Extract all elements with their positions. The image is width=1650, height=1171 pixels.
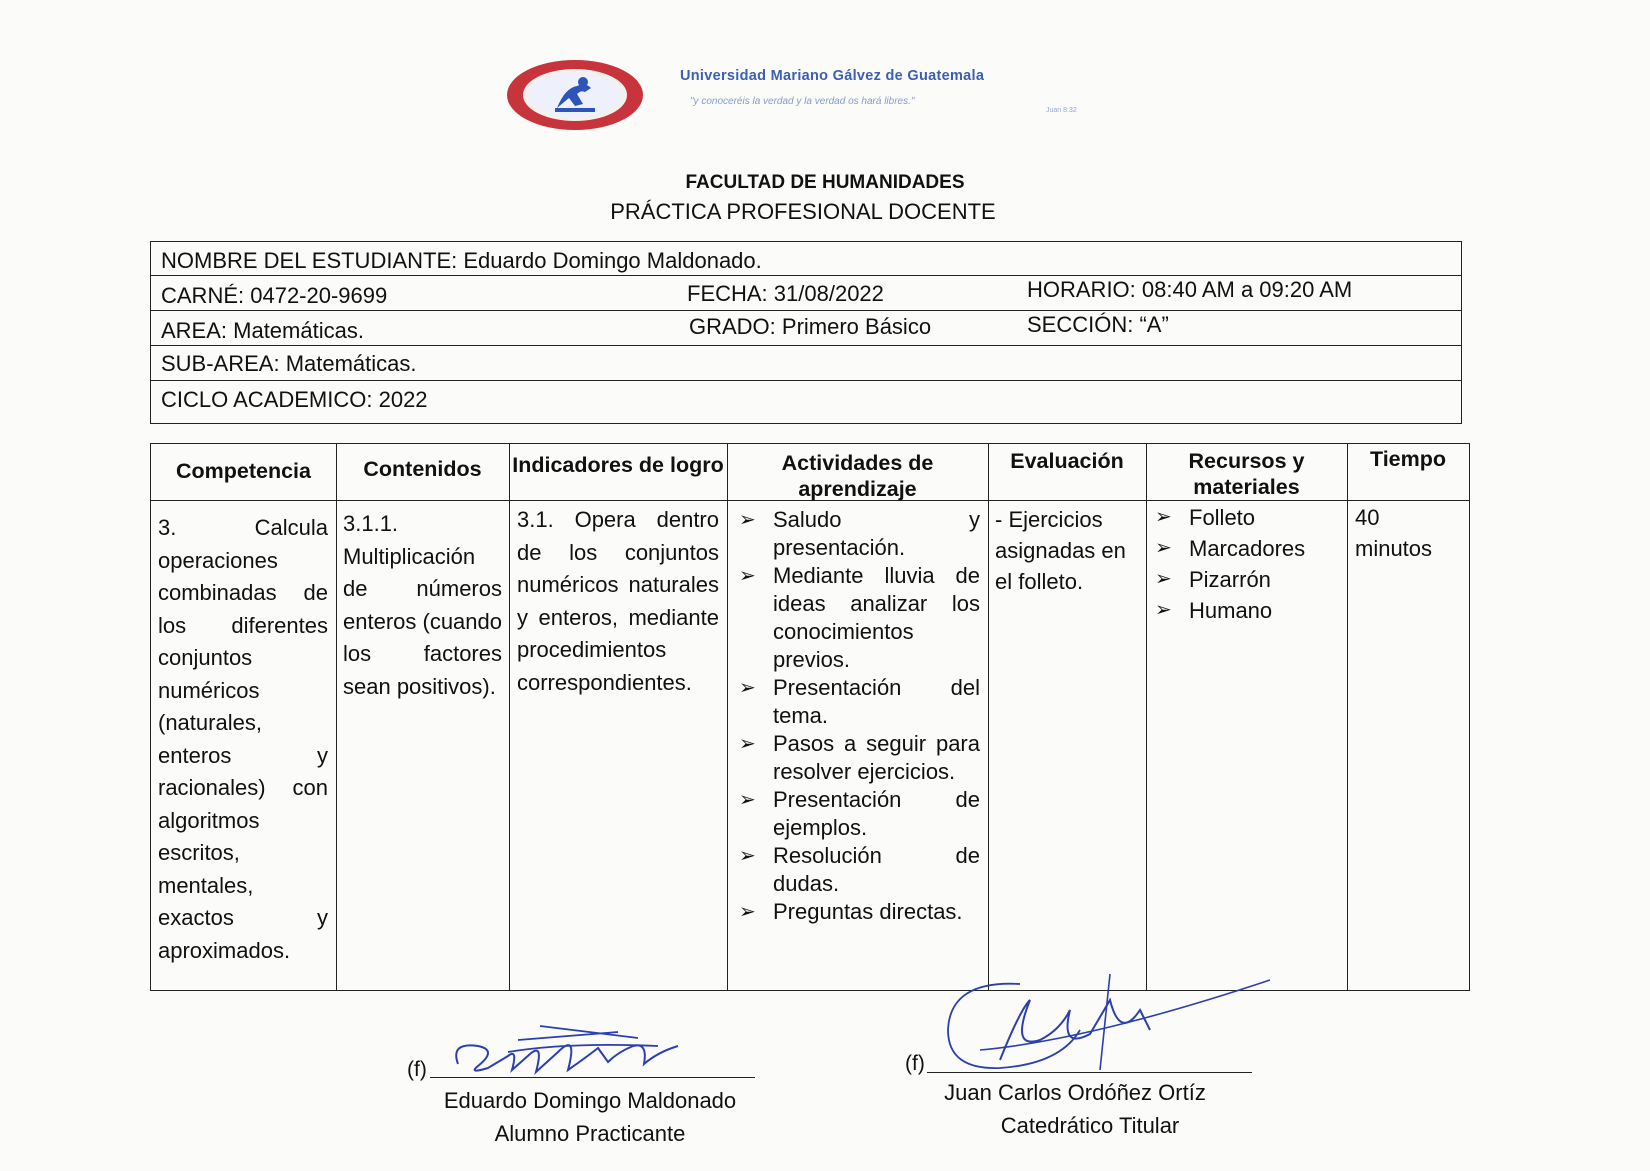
- motto-reference: Juan 8:32: [1046, 107, 1077, 114]
- header-tiempo: Tiempo: [1369, 447, 1447, 471]
- student-signature: [448, 1012, 688, 1082]
- faculty-title: FACULTAD DE HUMANIDADES: [685, 172, 965, 193]
- resource-item: ➢ Humano: [1151, 595, 1341, 626]
- activity-item: ➢ Pasos a seguir para resolver ejercicios.: [739, 731, 980, 784]
- arrow-bullet-icon: ➢: [1155, 568, 1172, 590]
- competencia-cell: 3. Calcula operaciones combinadas de los diferentes conjuntos numéricos (naturales, enteros y racionales) con algoritmos escritos, mentales, exactos y aproximados.: [158, 515, 328, 963]
- contenidos-cell: 3.1.1. Multiplicación de números enteros (cuando los factores sean positivos).: [343, 511, 502, 699]
- activity-item: ➢ Mediante lluvia de ideas analizar los conocimientos previos.: [739, 563, 980, 672]
- grado-field: GRADO: Primero Básico: [689, 314, 932, 339]
- activity-item: ➢ Presentación de ejemplos.: [739, 787, 980, 840]
- student-signer-role: Alumno Practicante: [494, 1121, 686, 1146]
- arrow-bullet-icon: ➢: [1155, 599, 1172, 621]
- carne-field: CARNÉ: 0472-20-9699: [161, 283, 388, 308]
- actividades-cell: [735, 506, 980, 926]
- arrow-bullet-icon: ➢: [739, 677, 756, 699]
- resource-item: ➢ Folleto: [1151, 502, 1341, 533]
- seccion-field: SECCIÓN: “A”: [1027, 312, 1169, 337]
- horario-field: HORARIO: 08:40 AM a 09:20 AM: [1027, 277, 1353, 302]
- column-divider: [727, 444, 728, 990]
- resource-list: [1151, 502, 1341, 626]
- header-competencia: Competencia: [175, 459, 311, 483]
- header-contenidos: Contenidos: [363, 457, 482, 481]
- activity-item: ➢ Saludo y presentación.: [739, 507, 980, 560]
- lesson-plan-table: [150, 443, 1470, 991]
- activity-item: ➢ Presentación del tema.: [739, 675, 980, 728]
- activity-list: [735, 506, 980, 926]
- info-row-subarea: [151, 347, 1461, 381]
- student-info-box: [150, 241, 1462, 424]
- header-recursos: Recursos y materiales: [1188, 449, 1305, 499]
- arrow-bullet-icon: ➢: [739, 509, 756, 531]
- practice-title: PRÁCTICA PROFESIONAL DOCENTE: [610, 199, 996, 224]
- arrow-bullet-icon: ➢: [1155, 537, 1172, 559]
- teacher-sign-prefix: (f): [905, 1052, 925, 1075]
- tiempo-cell: 40 minutos: [1355, 505, 1433, 561]
- recursos-cell: [1151, 502, 1341, 626]
- info-row-carne: [151, 277, 1461, 311]
- evaluacion-cell: - Ejercicios asignadas en el folleto.: [995, 507, 1126, 594]
- student-sign-prefix: (f): [407, 1058, 427, 1081]
- activity-item: ➢ Preguntas directas.: [739, 899, 963, 924]
- header-actividades: Actividades de aprendizaje: [781, 451, 934, 501]
- teacher-signer-role: Catedrático Titular: [1000, 1113, 1180, 1138]
- university-name: Universidad Mariano Gálvez de Guatemala: [680, 68, 985, 84]
- arrow-bullet-icon: ➢: [739, 845, 756, 867]
- column-divider: [509, 444, 510, 990]
- indicadores-cell: 3.1. Opera dentro de los conjuntos numéricos naturales y enteros, mediante procedimientos correspondientes.: [517, 507, 719, 695]
- header-evaluacion: Evaluación: [1010, 449, 1124, 473]
- arrow-bullet-icon: ➢: [739, 733, 756, 755]
- arrow-bullet-icon: ➢: [739, 901, 756, 923]
- resource-item: ➢ Marcadores: [1151, 533, 1341, 564]
- info-row-student: [151, 242, 1461, 276]
- student-name: NOMBRE DEL ESTUDIANTE: Eduardo Domingo Maldonado.: [161, 248, 762, 273]
- resource-item: ➢ Pizarrón: [1151, 564, 1341, 595]
- column-divider: [1347, 444, 1348, 990]
- ciclo-field: CICLO ACADEMICO: 2022: [161, 387, 428, 412]
- area-field: AREA: Matemáticas.: [161, 318, 364, 343]
- arrow-bullet-icon: ➢: [1155, 506, 1172, 528]
- university-seal: [505, 58, 645, 132]
- student-signer-name: Eduardo Domingo Maldonado: [443, 1088, 737, 1113]
- teacher-signer-name: Juan Carlos Ordóñez Ortíz: [944, 1080, 1206, 1105]
- column-divider: [336, 444, 337, 990]
- column-divider: [988, 444, 989, 990]
- info-row-ciclo: [151, 382, 1461, 415]
- header-indicadores: Indicadores de logro: [512, 453, 724, 477]
- column-divider: [1146, 444, 1147, 990]
- arrow-bullet-icon: ➢: [739, 789, 756, 811]
- arrow-bullet-icon: ➢: [739, 565, 756, 587]
- info-row-area: [151, 312, 1461, 346]
- fecha-field: FECHA: 31/08/2022: [687, 281, 884, 306]
- activity-item: ➢ Resolución de dudas.: [739, 843, 980, 896]
- subarea-field: SUB-AREA: Matemáticas.: [161, 351, 417, 376]
- university-motto: "y conoceréis la verdad y la verdad os hará libres.": [690, 96, 915, 107]
